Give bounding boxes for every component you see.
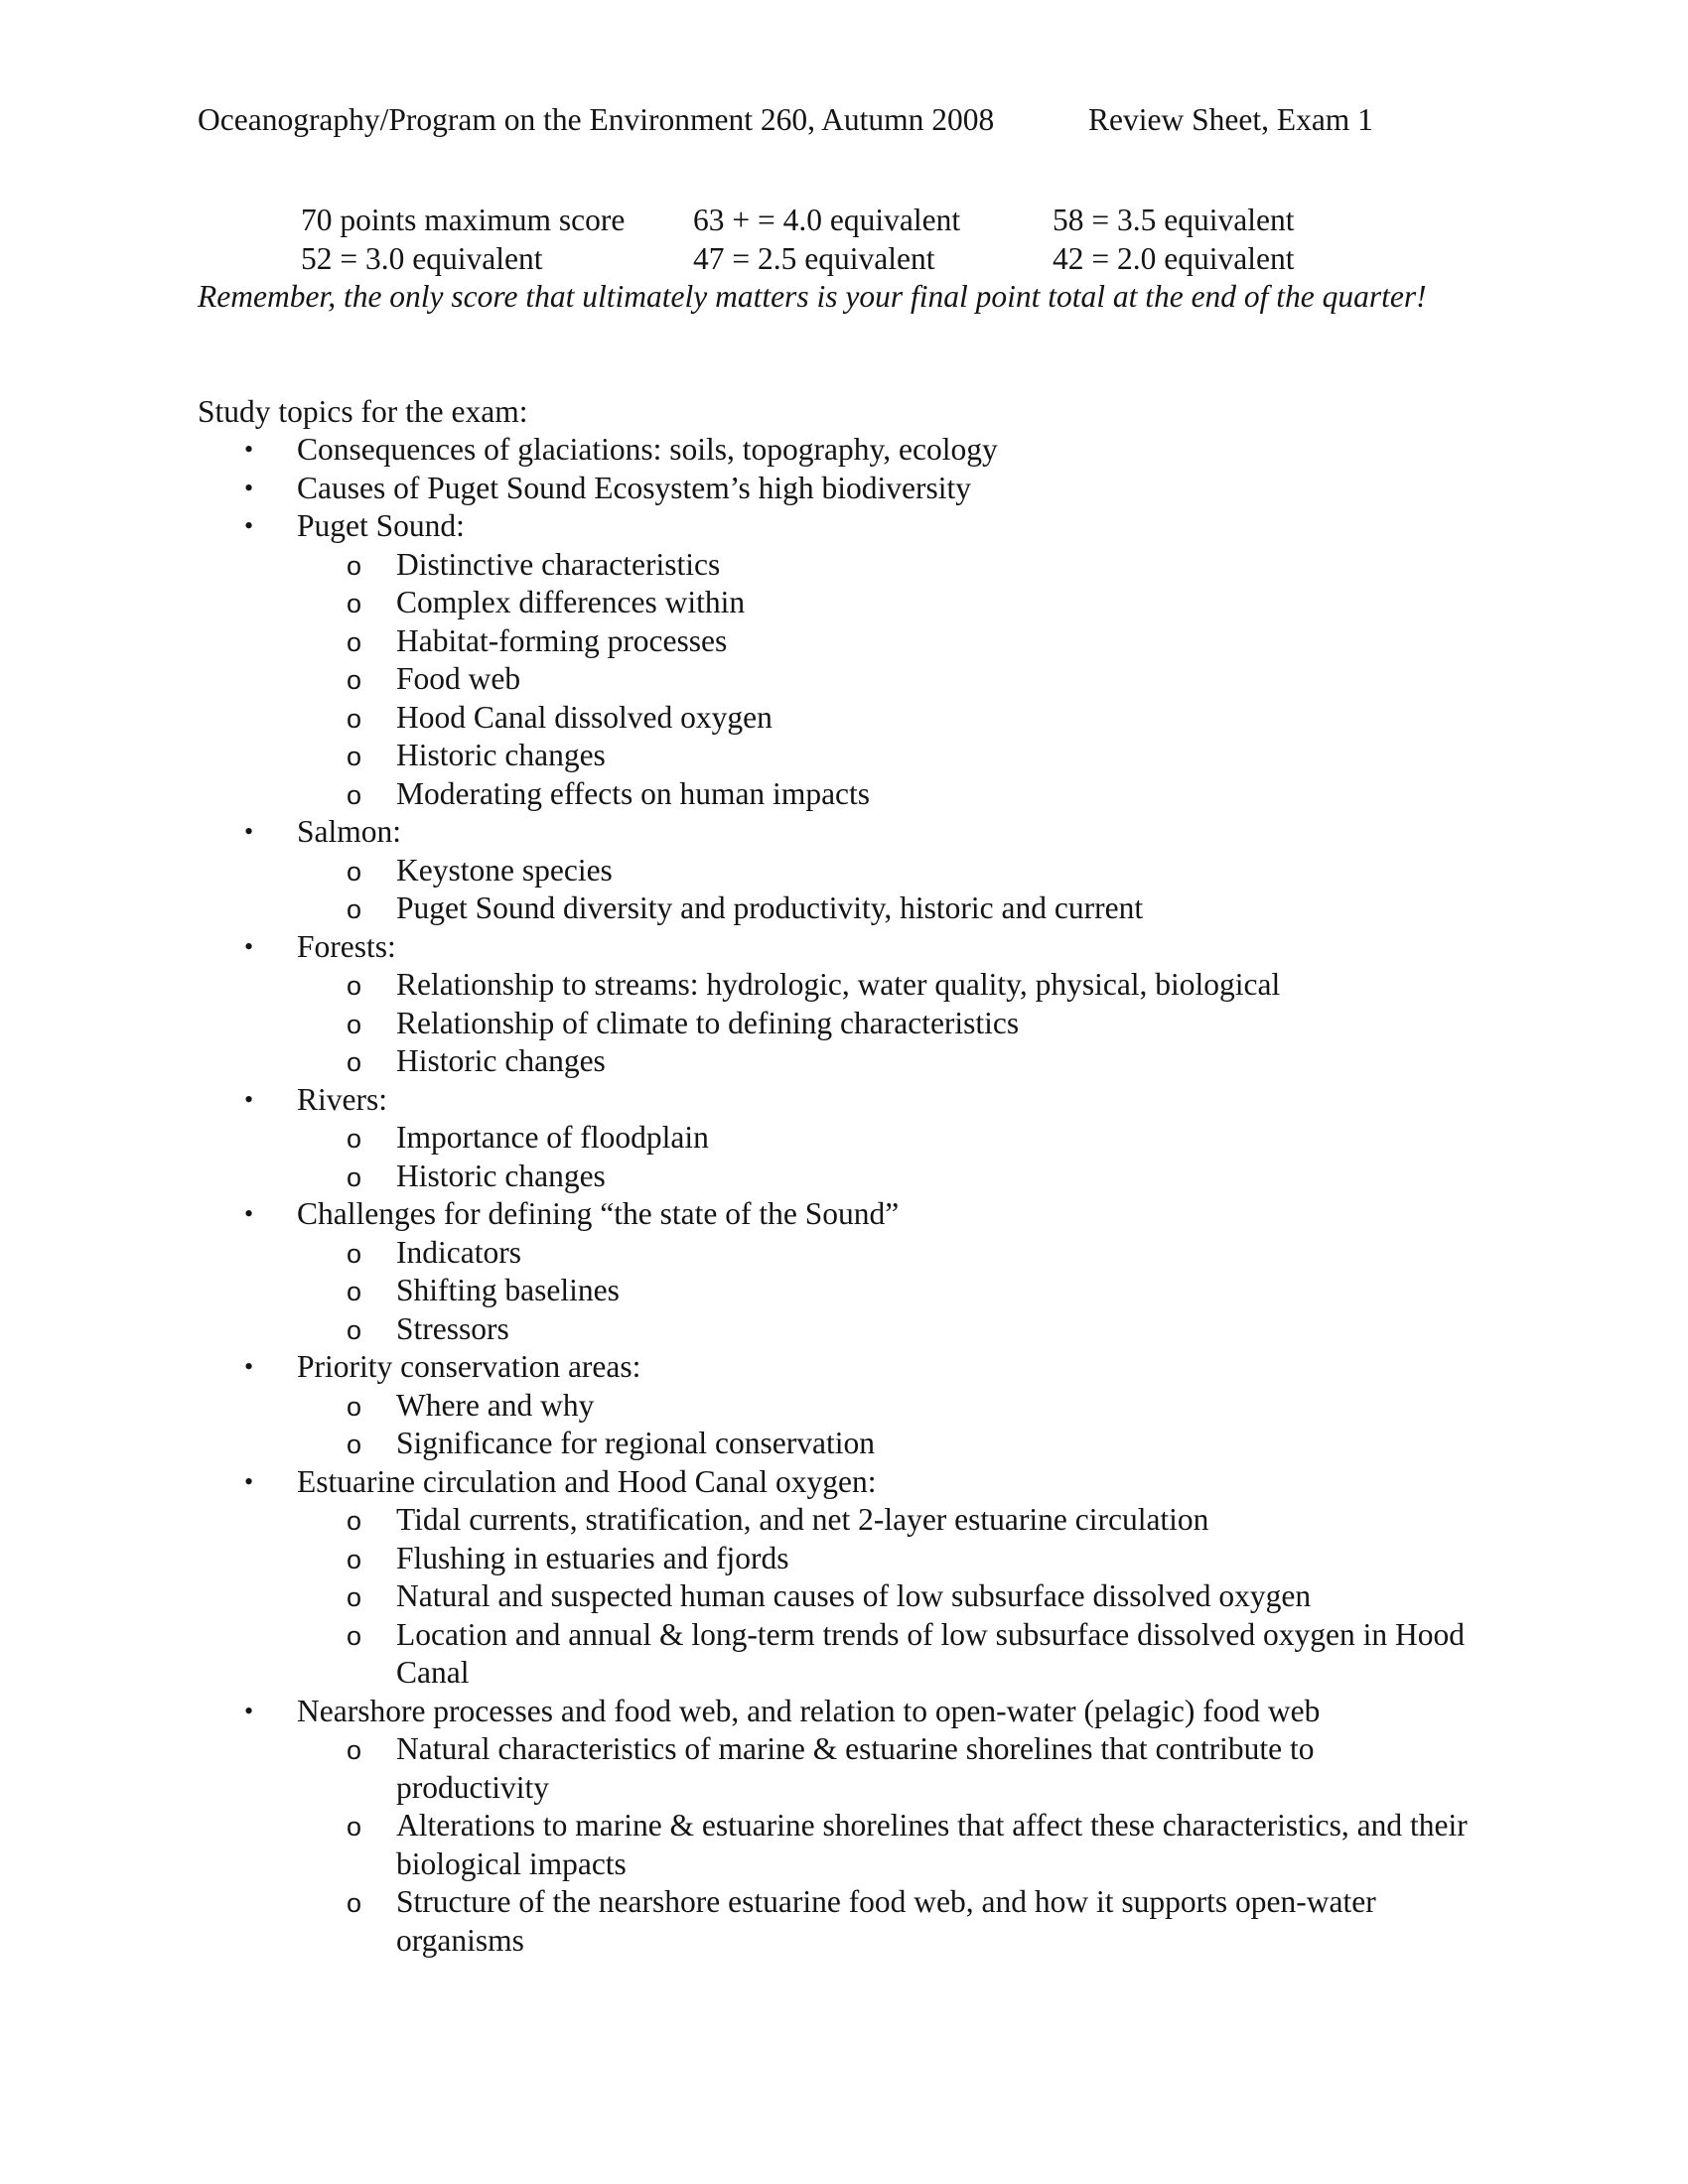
bullet-marker: • [244,931,254,961]
subtopic-label: Relationship of climate to defining characteristics [396,1005,1020,1040]
grading-cell: 58 = 3.5 equivalent [1053,203,1295,237]
page-header [198,101,1373,140]
bullet-marker: • [244,473,254,502]
subtopic-item [347,852,1469,890]
circle-bullet-marker: o [347,856,362,887]
study-topics-intro: Study topics for the exam: [198,394,528,429]
subtopic-list [297,1119,1469,1195]
subtopic-item [347,1577,1469,1616]
subtopic-item [347,1234,1469,1273]
grading-row [0,202,1688,240]
subtopic-label: Flushing in estuaries and fjords [396,1540,789,1575]
subtopic-label: Location and annual & long-term trends of low subsurface dissolved oxygen in Hood Canal [396,1616,1466,1690]
topic-item [0,470,1469,508]
subtopic-item [347,1272,1469,1310]
subtopic-list [297,852,1469,928]
subtopic-label: Significance for regional conservation [396,1426,875,1460]
circle-bullet-marker: o [347,1009,362,1039]
topic-label: Estuarine circulation and Hood Canal oxygen: [297,1463,877,1499]
circle-bullet-marker: o [347,1544,362,1574]
subtopic-item [347,1310,1469,1349]
subtopic-item [347,622,1469,661]
subtopic-item [347,1158,1469,1196]
subtopic-item [347,1119,1469,1158]
circle-bullet-marker: o [347,703,362,734]
subtopic-label: Habitat-forming processes [396,622,728,658]
circle-bullet-marker: o [347,1582,362,1612]
subtopic-label: Tidal currents, stratification, and net 2-layer estuarine circulation [396,1502,1209,1537]
subtopic-item [347,1425,1469,1463]
subtopic-label: Historic changes [396,1158,606,1193]
subtopic-label: Natural and suspected human causes of low subsurface dissolved oxygen [396,1578,1312,1613]
bullet-marker: • [244,1466,254,1496]
subtopic-item [347,775,1469,814]
grading-cell: 63 + = 4.0 equivalent [693,203,961,237]
topic-label: Forests: [297,928,396,964]
subtopic-item [347,1540,1469,1578]
circle-bullet-marker: o [347,742,362,771]
circle-bullet-marker: o [347,626,362,657]
subtopic-item [347,699,1469,738]
circle-bullet-marker: o [347,1238,362,1269]
grading-cell: 52 = 3.0 equivalent [301,240,543,276]
bullet-marker: • [244,511,254,540]
subtopic-label: Importance of floodplain [396,1120,709,1155]
circle-bullet-marker: o [347,894,362,924]
topic-item [0,928,1469,1081]
circle-bullet-marker: o [347,971,362,1001]
topic-label: Rivers: [297,1081,387,1117]
subtopic-item [347,546,1469,585]
topic-item [0,1348,1469,1463]
subtopic-item [347,1807,1469,1883]
subtopic-item [347,1730,1469,1807]
subtopic-item [347,584,1469,622]
subtopic-label: Food web [396,661,521,696]
subtopic-item [347,966,1469,1005]
reminder-note: Remember, the only score that ultimately matters is your final point total at the end of the quarter! [198,279,1427,314]
circle-bullet-marker: o [347,1620,362,1651]
course-title: Oceanography/Program on the Environment 260, Autumn 2008 [198,102,995,137]
topic-label: Salmon: [297,814,402,849]
circle-bullet-marker: o [347,1314,362,1345]
bullet-marker: • [244,1352,254,1381]
topic-item [0,507,1469,813]
circle-bullet-marker: o [347,1124,362,1154]
subtopic-label: Historic changes [396,738,606,772]
topic-item [0,813,1469,928]
subtopic-label: Indicators [396,1234,521,1270]
grading-cell: 47 = 2.5 equivalent [693,240,935,276]
subtopic-label: Complex differences within [396,585,746,619]
study-topics-list [0,431,1688,1960]
subtopic-label: Puget Sound diversity and productivity, historic and current [396,890,1144,925]
bullet-marker: • [244,1199,254,1228]
subtopic-item [347,1501,1469,1540]
circle-bullet-marker: o [347,1161,362,1192]
circle-bullet-marker: o [347,1506,362,1536]
topic-label: Nearshore processes and food web, and relation to open-water (pelagic) food web [297,1693,1321,1728]
topic-item [0,1195,1469,1348]
subtopic-label: Distinctive characteristics [396,546,721,582]
subtopic-list [297,1730,1469,1960]
subtopic-list [297,546,1469,814]
grading-row [0,240,1688,279]
circle-bullet-marker: o [347,1812,362,1842]
subtopic-item [347,1616,1469,1693]
subtopic-label: Hood Canal dissolved oxygen [396,699,773,735]
subtopic-item [347,1387,1469,1426]
subtopic-label: Shifting baselines [396,1273,620,1307]
subtopic-item [347,1042,1469,1081]
subtopic-list [297,966,1469,1081]
bullet-marker: • [244,435,254,464]
grading-cell: 42 = 2.0 equivalent [1053,240,1295,276]
grading-cell: 70 points maximum score [301,203,626,237]
topic-label: Priority conservation areas: [297,1349,641,1384]
subtopic-item [347,889,1469,928]
subtopic-list [297,1387,1469,1463]
topic-label: Consequences of glaciations: soils, topography, ecology [297,432,998,467]
subtopic-label: Keystone species [396,852,613,887]
subtopic-label: Structure of the nearshore estuarine food web, and how it supports open-water organisms [396,1884,1376,1958]
subtopic-label: Stressors [396,1310,509,1346]
bullet-marker: • [244,1696,254,1725]
topic-label: Causes of Puget Sound Ecosystem’s high biodiversity [297,470,971,505]
topic-item [0,431,1469,470]
circle-bullet-marker: o [347,550,362,581]
topic-label: Challenges for defining “the state of the Sound” [297,1196,900,1231]
circle-bullet-marker: o [347,1430,362,1459]
bullet-marker: • [244,1084,254,1114]
bullet-marker: • [244,817,254,846]
circle-bullet-marker: o [347,1735,362,1765]
subtopic-item [347,1005,1469,1043]
circle-bullet-marker: o [347,1888,362,1918]
subtopic-label: Natural characteristics of marine & estuarine shorelines that contribute to productivity [396,1731,1315,1805]
subtopic-item [347,660,1469,699]
subtopic-label: Historic changes [396,1043,606,1078]
circle-bullet-marker: o [347,779,362,810]
subtopic-list [297,1501,1469,1693]
subtopic-label: Where and why [396,1387,595,1423]
topic-item [0,1463,1469,1693]
circle-bullet-marker: o [347,1277,362,1306]
topic-item [0,1081,1469,1196]
circle-bullet-marker: o [347,1047,362,1077]
subtopic-label: Moderating effects on human impacts [396,775,871,811]
subtopic-list [297,1234,1469,1349]
subtopic-item [347,737,1469,775]
subtopic-label: Relationship to streams: hydrologic, water quality, physical, biological [396,967,1281,1002]
grading-scale [0,202,1688,278]
circle-bullet-marker: o [347,1391,362,1422]
subtopic-item [347,1883,1469,1960]
subtopic-label: Alterations to marine & estuarine shorelines that affect these characteristics, and their biological impacts [396,1808,1468,1881]
circle-bullet-marker: o [347,589,362,618]
sheet-title: Review Sheet, Exam 1 [1088,102,1373,137]
circle-bullet-marker: o [347,665,362,695]
topic-item [0,1693,1469,1961]
topic-label: Puget Sound: [297,508,465,543]
